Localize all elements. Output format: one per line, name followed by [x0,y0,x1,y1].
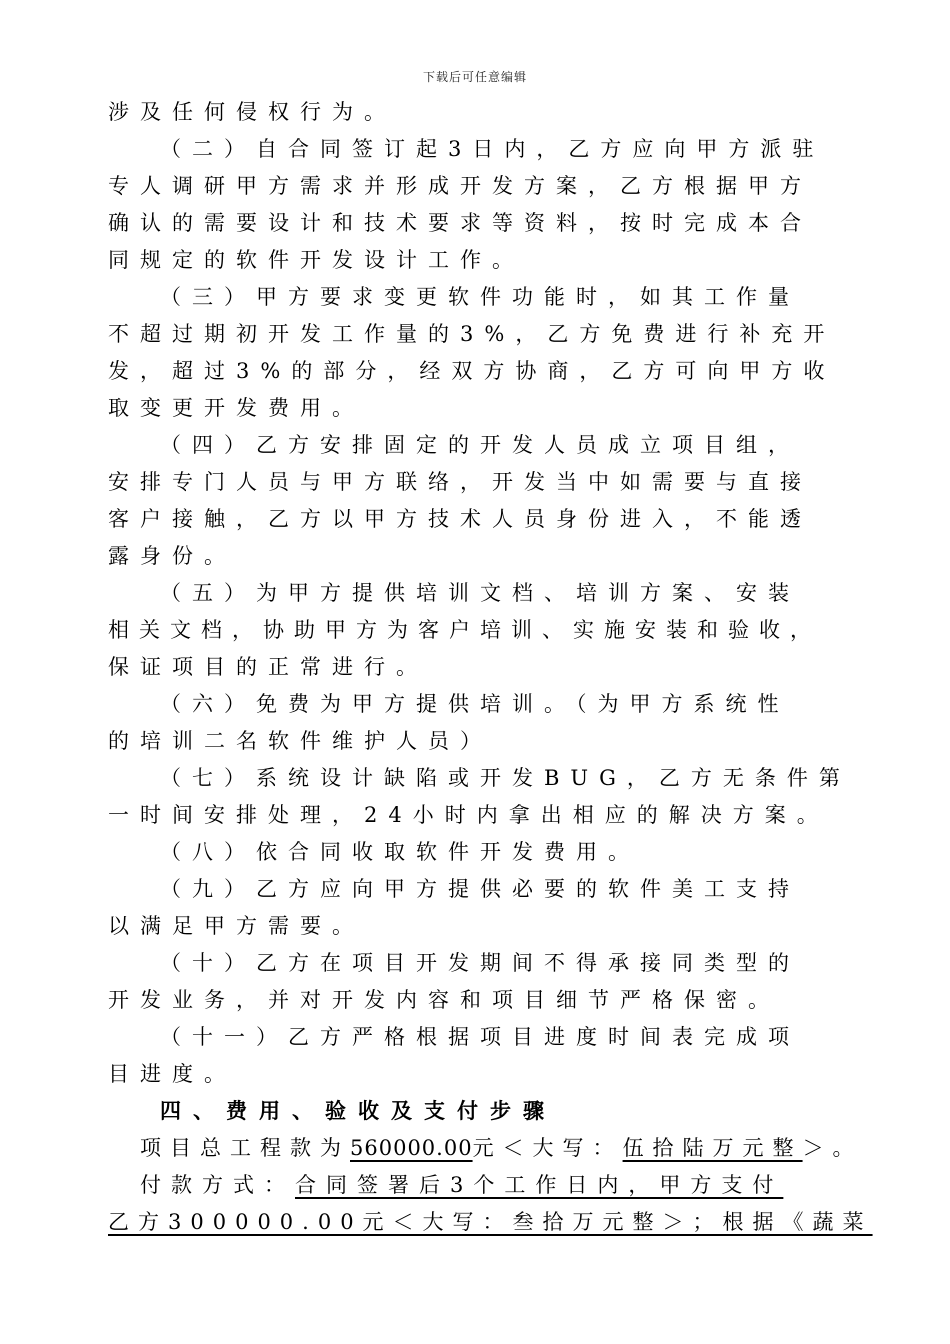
text-line: 以满足甲方需要。 [108,914,364,938]
total-mid: 元＜大写： [472,1136,623,1160]
text-line: （五）为甲方提供培训文档、培训方案、安装 [160,581,800,605]
text-line: 不超过期初开发工作量的3%，乙方免费进行补充开 [108,322,836,346]
text-line: 开发业务，并对开发内容和项目细节严格保密。 [108,988,780,1012]
total-suffix: ＞。 [802,1136,863,1160]
text-line: （三）甲方要求变更软件功能时，如其工作量 [160,285,800,309]
text-line: （十）乙方在项目开发期间不得承接同类型的 [160,951,800,975]
page-header: 下载后可任意编辑 [422,70,527,84]
text-line: 相关文档，协助甲方为客户培训、实施安装和验收， [108,618,821,642]
text-line: （九）乙方应向甲方提供必要的软件美工支持 [160,877,800,901]
text-line: 涉及任何侵权行为。 [108,100,396,124]
text-line: 露身份。 [108,544,236,568]
payment-line-2: 乙方300000.00元＜大写：叁拾万元整＞；根据《蔬菜 [108,1210,873,1234]
text-line: （二）自合同签订起3日内，乙方应向甲方派驻 [160,137,825,161]
text-line: （七）系统设计缺陷或开发BUG，乙方无条件第 [160,766,851,790]
payment-line-1 [140,1171,880,1199]
text-line: （八）依合同收取软件开发费用。 [160,840,640,864]
text-line: 客户接触，乙方以甲方技术人员身份进入，不能透 [108,507,812,531]
text-line: 保证项目的正常进行。 [108,655,428,679]
text-line: 一时间安排处理，24小时内拿出相应的解决方案。 [108,803,829,827]
total-prefix: 项目总工程款为 [140,1136,350,1160]
payment-label: 付款方式： [140,1173,295,1197]
total-amount: 560000.00 [350,1136,473,1160]
text-line: 的培训二名软件维护人员） [108,729,492,753]
text-line: 确认的需要设计和技术要求等资料，按时完成本合 [108,211,812,235]
text-line: 发，超过3%的部分，经双方协商，乙方可向甲方收 [108,359,836,383]
text-line: 同规定的软件开发设计工作。 [108,248,524,272]
total-amount-words: 伍拾陆万元整 [622,1136,803,1160]
text-line: （四）乙方安排固定的开发人员成立项目组， [160,433,800,457]
payment-terms: 合同签署后3个工作日内，甲方支付 [295,1173,784,1197]
text-line: 安排专门人员与甲方联络，开发当中如需要与直接 [108,470,812,494]
text-line: 取变更开发费用。 [108,396,364,420]
text-line: （六）免费为甲方提供培训。（为甲方系统性 [160,692,790,716]
total-amount-line [140,1134,880,1162]
text-line: 专人调研甲方需求并形成开发方案，乙方根据甲方 [108,174,812,198]
section-heading: 四、费用、验收及支付步骤 [160,1098,556,1123]
text-line: 目进度。 [108,1062,236,1086]
text-line: （十一）乙方严格根据项目进度时间表完成项 [160,1025,800,1049]
